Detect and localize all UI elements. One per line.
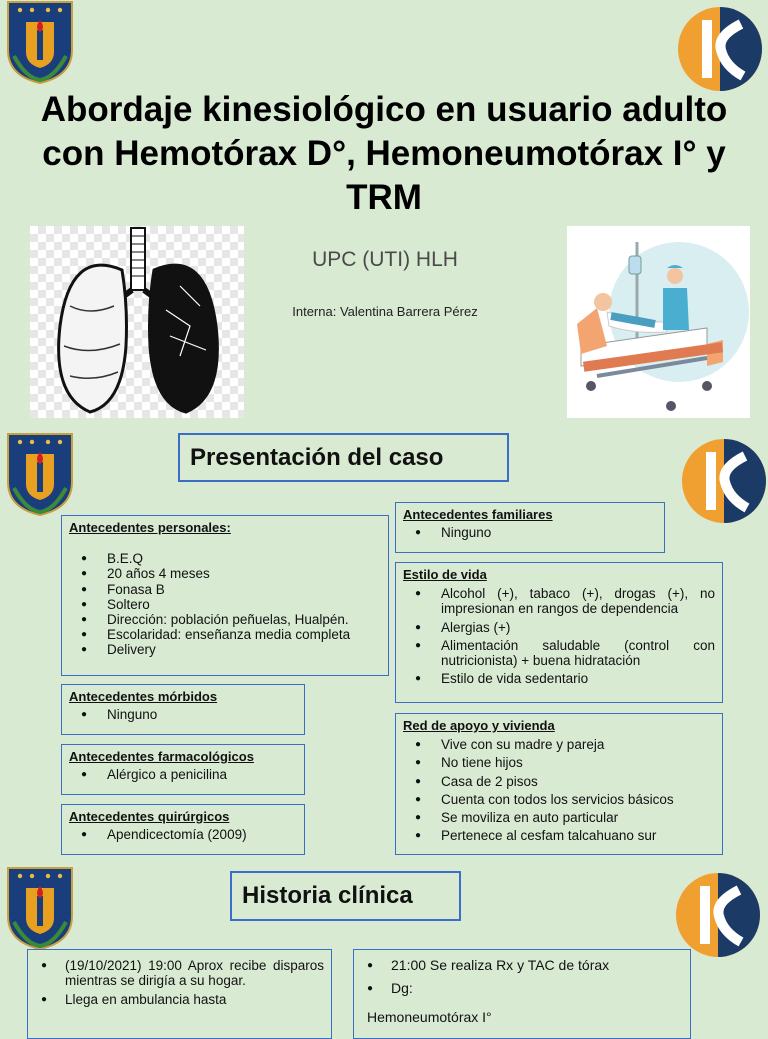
- list-item: ● Fonasa B: [69, 582, 381, 597]
- list-item: ● Alergias (+): [403, 620, 715, 635]
- patient-illustration: [567, 226, 750, 418]
- list-item: ● Estilo de vida sedentario: [403, 671, 715, 686]
- card-personal-history: [61, 515, 389, 676]
- list-item: ● Vive con su madre y pareja: [403, 737, 715, 752]
- list-item: ● Pertenece al cesfam talcahuano sur: [403, 828, 715, 843]
- list-item: ● Escolaridad: enseñanza media completa: [69, 627, 381, 642]
- list-item: ● (19/10/2021) 19:00 Aprox recibe disparos mientras se dirigía a su hogar.: [35, 958, 324, 988]
- list-item: ● Casa de 2 pisos: [403, 774, 715, 789]
- list-item: ● Apendicectomía (2009): [69, 827, 297, 842]
- section-presentation-header: [178, 433, 509, 482]
- kinesiology-logo: [675, 872, 761, 958]
- lungs-illustration: [30, 226, 244, 418]
- card-history-left: [27, 949, 332, 1039]
- list-item: ● Alcohol (+), tabaco (+), drogas (+), no impresionan en rangos de dependencia: [403, 586, 715, 616]
- list-item: ● Cuenta con todos los servicios básicos: [403, 792, 715, 807]
- card-title: Red de apoyo y vivienda: [403, 718, 555, 733]
- card-title: Antecedentes familiares: [403, 507, 553, 522]
- card-title: Antecedentes quirúrgicos: [69, 809, 230, 824]
- list-item: ● Llega en ambulancia hasta: [35, 992, 324, 1007]
- list-item: ● Ninguno: [69, 707, 297, 722]
- card-title: Estilo de vida: [403, 567, 487, 582]
- card-family-history: [395, 502, 665, 553]
- list-item: ● Alimentación saludable (control con nutricionista) + buena hidratación: [403, 638, 715, 668]
- list-item: ● Dirección: población peñuelas, Hualpén.: [69, 612, 381, 627]
- university-shield-logo: [6, 432, 74, 516]
- kinesiology-logo: [681, 438, 767, 524]
- section-history-header: [230, 871, 461, 921]
- lungs-icon: [30, 226, 244, 418]
- card-morbid-history: [61, 684, 305, 735]
- section-title: Presentación del caso: [190, 443, 444, 471]
- list-item: ● Alérgico a penicilina: [69, 767, 297, 782]
- list-item: ● 21:00 Se realiza Rx y TAC de tórax: [361, 958, 683, 973]
- list-item: ● Ninguno: [403, 525, 657, 540]
- card-history-right: [353, 949, 691, 1039]
- list-item: ● 20 años 4 meses: [69, 566, 381, 581]
- section-title: Historia clínica: [242, 882, 413, 909]
- personal-history-list: [69, 551, 381, 657]
- diagnosis-text: Hemoneumotórax I°: [367, 1009, 492, 1026]
- list-item: ● Se moviliza en auto particular: [403, 810, 715, 825]
- university-shield-logo: [6, 866, 74, 950]
- card-title: Antecedentes mórbidos: [69, 689, 218, 704]
- card-support-network: [395, 713, 723, 855]
- kinesiology-logo: [677, 6, 763, 92]
- card-lifestyle: [395, 562, 723, 703]
- unit-label: UPC (UTI) HLH: [312, 248, 458, 271]
- hospital-bed-icon: [567, 226, 750, 418]
- university-shield-logo: [6, 0, 74, 84]
- list-item: ● No tiene hijos: [403, 755, 715, 770]
- card-surgical-history: [61, 804, 305, 855]
- intern-name: Interna: Valentina Barrera Pérez: [292, 304, 478, 319]
- list-item: ● B.E.Q: [69, 551, 381, 566]
- list-item: ● Soltero: [69, 597, 381, 612]
- list-item: ● Dg:: [361, 981, 683, 996]
- page-title: Abordaje kinesiológico en usuario adulto con Hemotórax D°, Hemoneumotórax I° y TRM: [40, 90, 728, 217]
- card-title: Antecedentes farmacológicos: [69, 749, 254, 764]
- card-pharma-history: [61, 744, 305, 795]
- card-title: Antecedentes personales:: [69, 520, 231, 535]
- list-item: ● Delivery: [69, 642, 381, 657]
